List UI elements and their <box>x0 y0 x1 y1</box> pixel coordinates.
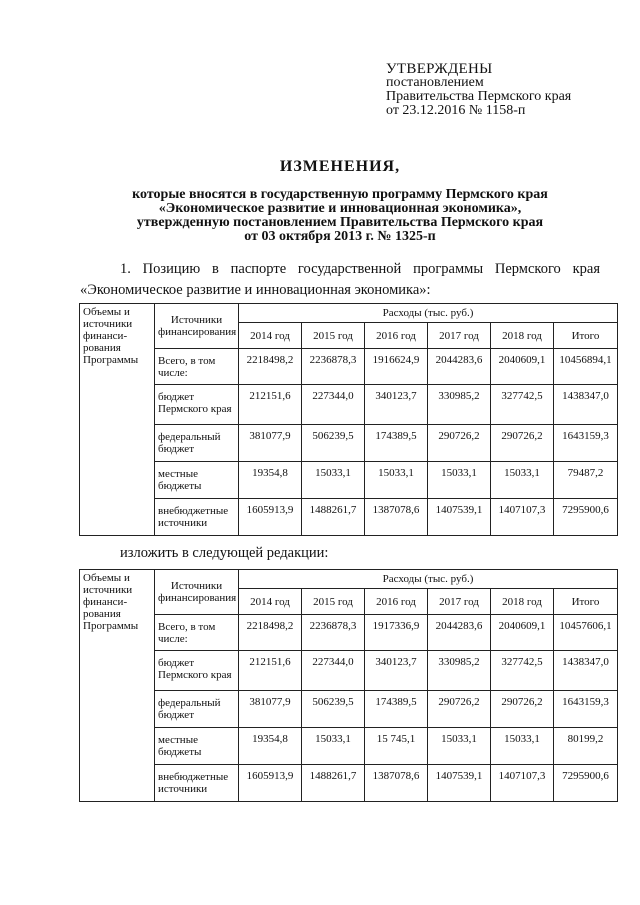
total-cell: 1643159,3 <box>554 425 618 462</box>
value-cell: 290726,2 <box>491 691 554 728</box>
total-cell: 1438347,0 <box>554 385 618 425</box>
value-cell: 1407107,3 <box>491 499 554 536</box>
expenses-header-cell: Расходы (тыс. руб.) <box>239 304 618 323</box>
value-cell: 340123,7 <box>365 651 428 691</box>
value-cell: 15033,1 <box>491 728 554 765</box>
value-cell: 212151,6 <box>239 385 302 425</box>
financing-table-new <box>79 569 618 802</box>
total-cell: 10456894,1 <box>554 349 618 385</box>
value-cell: 19354,8 <box>239 728 302 765</box>
total-cell: 10457606,1 <box>554 615 618 651</box>
value-cell: 2040609,1 <box>491 615 554 651</box>
heading-line-4: от 03 октября 2013 г. № 1325-п <box>244 229 436 244</box>
heading-title: ИЗМЕНЕНИЯ, <box>279 158 401 175</box>
value-cell: 381077,9 <box>239 691 302 728</box>
value-cell: 1488261,7 <box>302 765 365 802</box>
heading-line-2: «Экономическое развитие и инновационная экономика», <box>158 201 522 216</box>
objects-header-cell: Объемы и источники финанси-рования Программы <box>80 304 155 536</box>
sources-header-cell: Источники финансирования <box>155 570 239 615</box>
year-header: 2016 год <box>365 323 428 349</box>
value-cell: 2218498,2 <box>239 615 302 651</box>
source-cell: бюджет Пермского края <box>155 651 239 691</box>
value-cell: 2218498,2 <box>239 349 302 385</box>
heading-line-3: утвержденную постановлением Правительства Пермского края <box>136 215 544 230</box>
value-cell: 174389,5 <box>365 425 428 462</box>
year-header: 2016 год <box>365 589 428 615</box>
year-header: 2017 год <box>428 589 491 615</box>
value-cell: 1407107,3 <box>491 765 554 802</box>
value-cell: 506239,5 <box>302 425 365 462</box>
source-cell: местные бюджеты <box>155 728 239 765</box>
total-header: Итого <box>554 323 618 349</box>
year-header: 2018 год <box>491 589 554 615</box>
expenses-header-cell: Расходы (тыс. руб.) <box>239 570 618 589</box>
approval-line-1: постановлением <box>386 75 484 90</box>
value-cell: 330985,2 <box>428 385 491 425</box>
value-cell: 290726,2 <box>428 691 491 728</box>
value-cell: 15033,1 <box>365 462 428 499</box>
value-cell: 330985,2 <box>428 651 491 691</box>
value-cell: 506239,5 <box>302 691 365 728</box>
value-cell: 1407539,1 <box>428 499 491 536</box>
value-cell: 15033,1 <box>491 462 554 499</box>
approval-line-2: Правительства Пермского края <box>386 89 572 104</box>
value-cell: 1917336,9 <box>365 615 428 651</box>
value-cell: 1605913,9 <box>239 499 302 536</box>
total-cell: 1643159,3 <box>554 691 618 728</box>
year-header: 2015 год <box>302 589 365 615</box>
objects-header-cell: Объемы и источники финанси-рования Программы <box>80 570 155 802</box>
value-cell: 327742,5 <box>491 651 554 691</box>
source-cell: местные бюджеты <box>155 462 239 499</box>
total-header: Итого <box>554 589 618 615</box>
value-cell: 327742,5 <box>491 385 554 425</box>
value-cell: 15033,1 <box>302 728 365 765</box>
value-cell: 340123,7 <box>365 385 428 425</box>
source-cell: Всего, в том числе: <box>155 349 239 385</box>
value-cell: 2044283,6 <box>428 615 491 651</box>
value-cell: 290726,2 <box>491 425 554 462</box>
total-cell: 7295900,6 <box>554 765 618 802</box>
value-cell: 174389,5 <box>365 691 428 728</box>
source-cell: внебюджетные источники <box>155 765 239 802</box>
value-cell: 15033,1 <box>428 728 491 765</box>
source-cell: бюджет Пермского края <box>155 385 239 425</box>
year-header: 2018 год <box>491 323 554 349</box>
approval-title: УТВЕРЖДЕНЫ <box>386 61 493 77</box>
total-cell: 80199,2 <box>554 728 618 765</box>
value-cell: 212151,6 <box>239 651 302 691</box>
paragraph-2: изложить в следующей редакции: <box>120 545 329 561</box>
value-cell: 227344,0 <box>302 651 365 691</box>
source-cell: федеральный бюджет <box>155 691 239 728</box>
value-cell: 2040609,1 <box>491 349 554 385</box>
heading-line-1: которые вносятся в государственную программу Пермского края <box>132 187 548 202</box>
value-cell: 1488261,7 <box>302 499 365 536</box>
approval-line-3: от 23.12.2016 № 1158-п <box>386 103 526 118</box>
source-cell: Всего, в том числе: <box>155 615 239 651</box>
value-cell: 2236878,3 <box>302 349 365 385</box>
paragraph-1: 1. Позицию в паспорте государственной программы Пермского края «Экономическое развитие и инновационная экономика»: <box>80 261 600 298</box>
year-header: 2014 год <box>239 323 302 349</box>
document-heading <box>60 158 620 244</box>
financing-table-old <box>79 303 618 536</box>
source-cell: федеральный бюджет <box>155 425 239 462</box>
value-cell: 227344,0 <box>302 385 365 425</box>
total-cell: 79487,2 <box>554 462 618 499</box>
value-cell: 15033,1 <box>302 462 365 499</box>
value-cell: 1387078,6 <box>365 499 428 536</box>
value-cell: 15033,1 <box>428 462 491 499</box>
value-cell: 1387078,6 <box>365 765 428 802</box>
sources-header-cell: Источники финансирования <box>155 304 239 349</box>
year-header: 2017 год <box>428 323 491 349</box>
year-header: 2015 год <box>302 323 365 349</box>
value-cell: 15 745,1 <box>365 728 428 765</box>
value-cell: 2044283,6 <box>428 349 491 385</box>
value-cell: 290726,2 <box>428 425 491 462</box>
approval-stamp <box>386 62 571 118</box>
value-cell: 19354,8 <box>239 462 302 499</box>
value-cell: 2236878,3 <box>302 615 365 651</box>
source-cell: внебюджетные источники <box>155 499 239 536</box>
total-cell: 7295900,6 <box>554 499 618 536</box>
value-cell: 1916624,9 <box>365 349 428 385</box>
year-header: 2014 год <box>239 589 302 615</box>
total-cell: 1438347,0 <box>554 651 618 691</box>
value-cell: 381077,9 <box>239 425 302 462</box>
value-cell: 1407539,1 <box>428 765 491 802</box>
value-cell: 1605913,9 <box>239 765 302 802</box>
